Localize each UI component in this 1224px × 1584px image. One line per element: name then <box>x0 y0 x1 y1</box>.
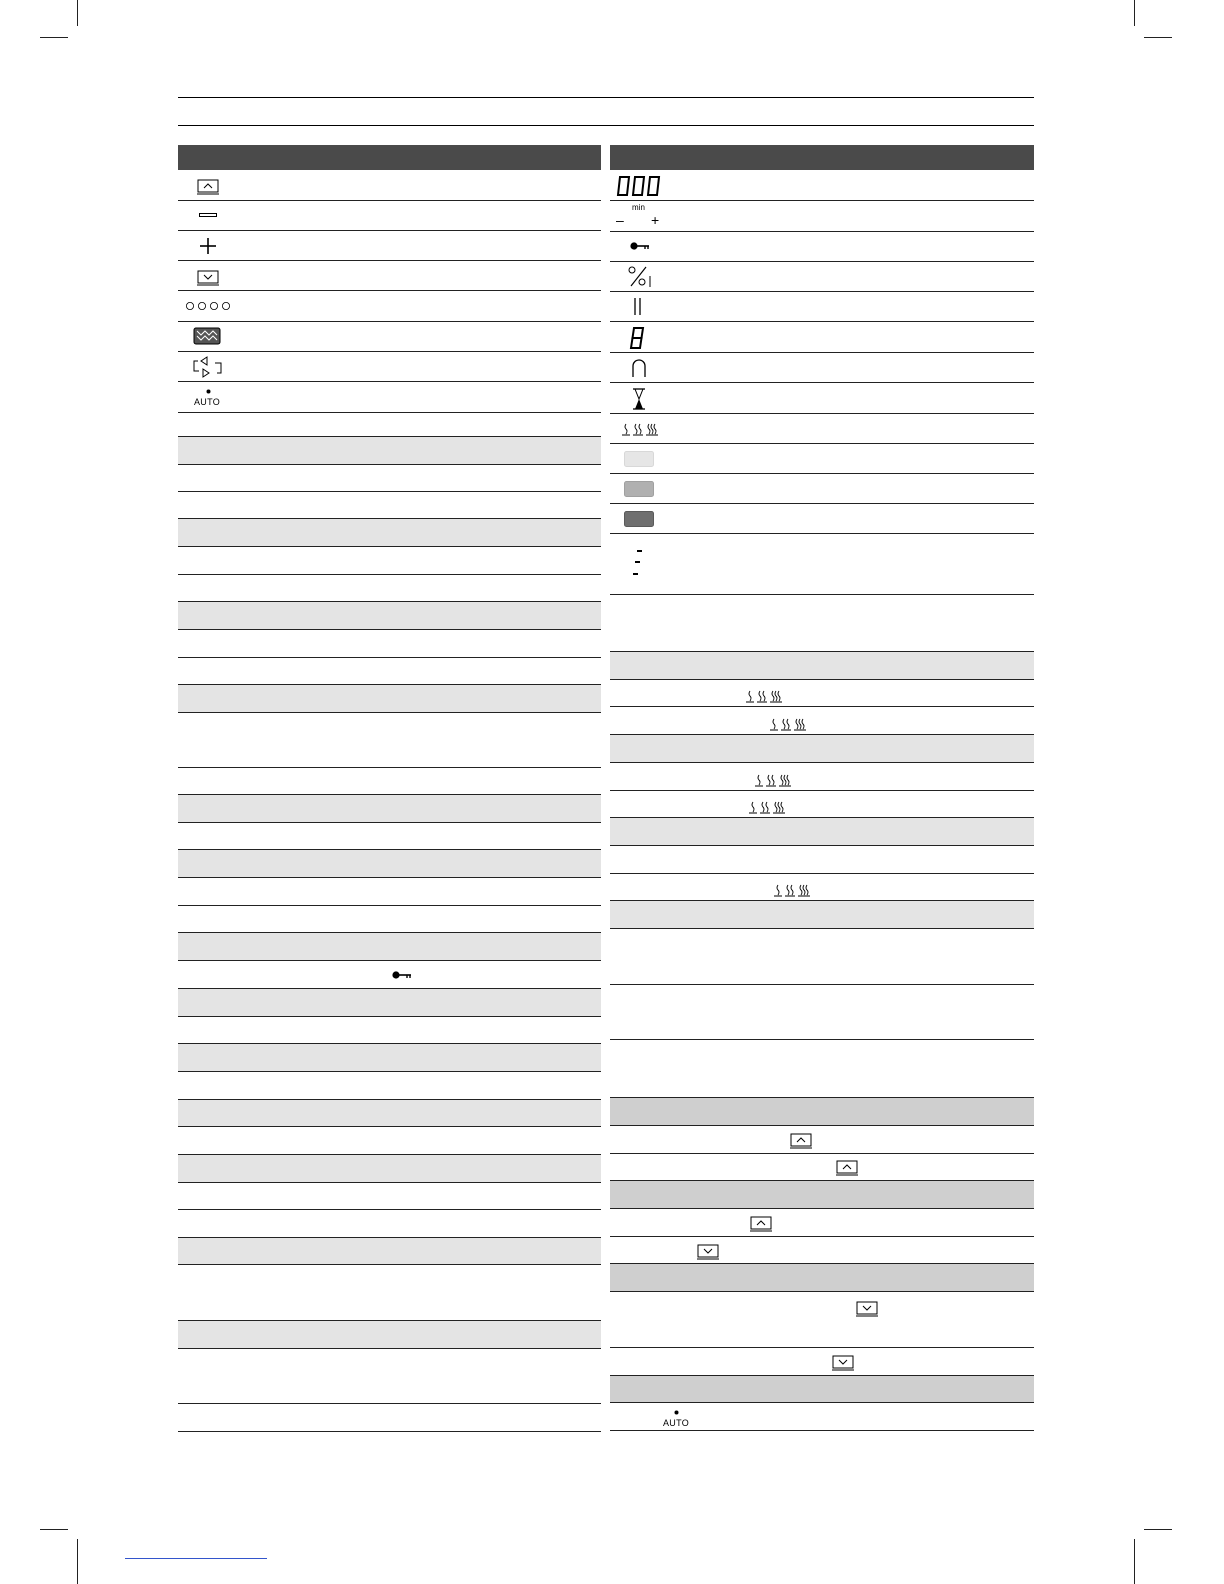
table-row <box>610 1237 1034 1264</box>
table-row <box>610 414 1034 444</box>
right-table-header <box>610 145 1034 170</box>
auto-dot-icon <box>674 1410 679 1415</box>
table-row <box>178 1017 601 1044</box>
table-row <box>610 1348 1034 1376</box>
oven-down-icon <box>197 270 219 286</box>
table-row <box>178 492 601 519</box>
table-row <box>610 929 1034 985</box>
minus-icon <box>199 213 217 218</box>
crop-mark <box>1144 37 1172 38</box>
table-row <box>178 519 601 547</box>
table-row <box>178 437 601 465</box>
light-gray-swatch-icon <box>624 451 654 467</box>
table-row <box>178 1183 601 1210</box>
page-link[interactable] <box>125 1558 267 1559</box>
crop-mark <box>77 1539 78 1584</box>
pause-bars-icon <box>634 298 642 316</box>
table-row <box>610 874 1034 901</box>
minus-sign: – <box>616 212 624 228</box>
table-row <box>610 791 1034 818</box>
heat-levels-icon <box>746 689 784 703</box>
plus-sign: + <box>651 212 660 228</box>
table-row <box>178 1265 601 1321</box>
table-row <box>178 322 601 352</box>
table-row <box>610 735 1034 763</box>
table-row <box>610 383 1034 414</box>
table-row <box>610 534 1034 595</box>
key-icon <box>392 970 412 980</box>
table-row <box>178 823 601 850</box>
table-row <box>610 1098 1034 1126</box>
table-row <box>610 846 1034 874</box>
table-row <box>610 707 1034 735</box>
table-row <box>178 1127 601 1155</box>
table-row <box>610 474 1034 504</box>
table-row <box>610 1126 1034 1154</box>
table-row <box>178 1072 601 1100</box>
heat-levels-icon <box>774 883 812 897</box>
seven-segment-eight-icon <box>630 327 646 349</box>
table-row <box>610 1040 1034 1098</box>
oven-up-icon <box>197 179 219 195</box>
crop-mark <box>77 0 78 26</box>
table-row <box>178 1349 601 1404</box>
crop-mark <box>40 37 68 38</box>
table-row <box>178 795 601 823</box>
vertical-bars-indicator-icon <box>632 550 644 576</box>
table-row <box>610 1292 1034 1348</box>
oven-down-icon <box>697 1244 719 1260</box>
table-row <box>178 658 601 685</box>
header-rule-top <box>178 97 1034 98</box>
table-row <box>178 575 601 602</box>
heat-levels-icon <box>770 717 808 731</box>
heat-levels-icon <box>755 773 793 787</box>
auto-label: AUTO <box>663 1418 690 1428</box>
table-row <box>610 353 1034 383</box>
table-row <box>610 901 1034 929</box>
oven-up-icon <box>836 1160 858 1176</box>
table-row <box>610 1181 1034 1209</box>
table-row <box>178 170 601 201</box>
table-row <box>610 985 1034 1040</box>
table-row <box>178 201 601 231</box>
table-row <box>610 818 1034 846</box>
table-row <box>610 292 1034 322</box>
four-circles-icon <box>185 301 231 311</box>
table-row <box>610 1209 1034 1237</box>
hourglass-icon <box>633 388 645 410</box>
table-row <box>178 850 601 878</box>
table-row <box>178 291 601 322</box>
table-row <box>178 1044 601 1072</box>
left-table-header <box>178 145 601 170</box>
table-row <box>178 1321 601 1349</box>
grid-panel-icon <box>193 327 221 345</box>
plus-icon <box>200 238 216 254</box>
table-row <box>610 262 1034 292</box>
cycle-arrows-icon <box>193 357 223 377</box>
table-row <box>178 465 601 492</box>
table-row <box>178 878 601 906</box>
table-row <box>178 768 601 795</box>
heat-levels-icon <box>622 422 660 436</box>
table-row <box>610 322 1034 353</box>
minutes-label: min <box>632 203 645 212</box>
table-row <box>178 933 601 961</box>
table-row <box>610 763 1034 791</box>
arch-icon <box>632 359 646 377</box>
crop-mark <box>1134 1539 1135 1584</box>
table-row <box>178 231 601 261</box>
table-row <box>178 547 601 575</box>
table-row <box>610 1403 1034 1431</box>
table-row <box>610 595 1034 652</box>
table-row <box>610 1264 1034 1292</box>
table-row <box>178 1210 601 1238</box>
table-row <box>178 382 601 413</box>
table-row <box>178 961 601 989</box>
left-table <box>178 145 601 1432</box>
table-row <box>178 1404 601 1432</box>
table-row <box>610 170 1034 201</box>
oven-up-icon <box>790 1133 812 1149</box>
table-row <box>178 413 601 437</box>
crop-mark <box>40 1529 68 1530</box>
table-row <box>610 201 1034 232</box>
auto-label: AUTO <box>194 397 221 407</box>
table-row <box>610 504 1034 534</box>
auto-dot-icon <box>206 389 211 394</box>
table-row <box>178 261 601 291</box>
right-table <box>610 145 1034 1431</box>
crop-mark <box>1144 1529 1172 1530</box>
table-row <box>178 630 601 658</box>
oven-down-icon <box>856 1301 878 1317</box>
table-row <box>178 1238 601 1265</box>
table-row <box>178 1155 601 1183</box>
heat-levels-icon <box>749 800 787 814</box>
table-row <box>610 1376 1034 1403</box>
three-digit-display-icon <box>616 176 664 196</box>
table-row <box>610 444 1034 474</box>
table-row <box>178 989 601 1017</box>
oven-down-icon <box>832 1355 854 1371</box>
table-row <box>178 713 601 768</box>
dark-gray-swatch-icon <box>624 511 654 527</box>
mid-gray-swatch-icon <box>624 481 654 497</box>
table-row <box>610 232 1034 262</box>
crop-mark <box>1134 0 1135 26</box>
header-rule-bottom <box>178 125 1034 126</box>
percent-icon <box>628 266 652 288</box>
key-icon <box>630 241 650 251</box>
table-row <box>178 602 601 630</box>
table-row <box>178 906 601 933</box>
table-row <box>178 685 601 713</box>
table-row <box>178 1100 601 1127</box>
table-row <box>610 1154 1034 1181</box>
table-row <box>178 352 601 382</box>
oven-up-icon <box>750 1216 772 1232</box>
table-row <box>610 652 1034 680</box>
table-row <box>610 680 1034 707</box>
